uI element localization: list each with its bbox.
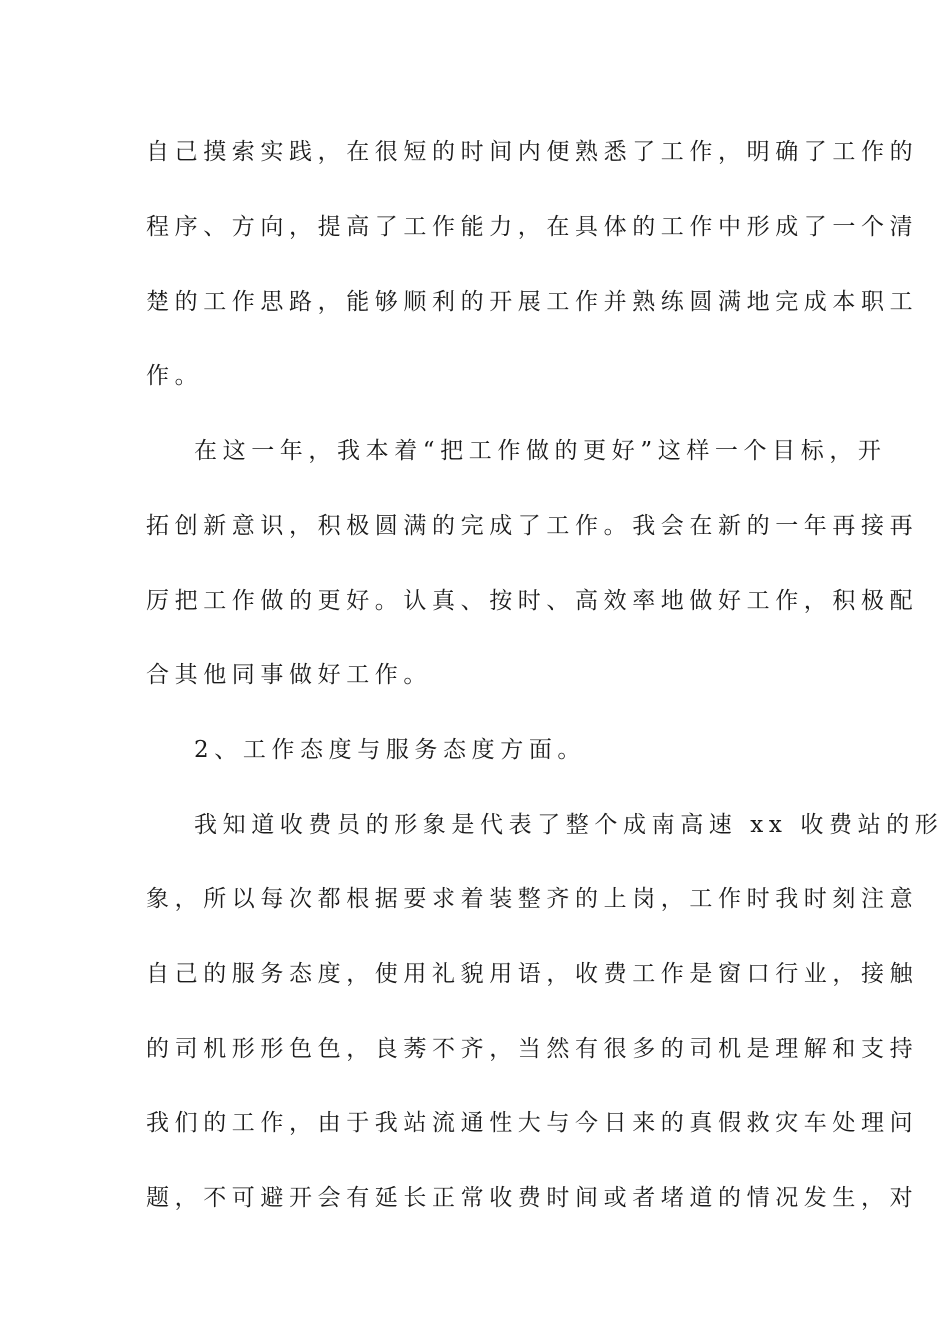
text-line: 拓创新意识，积极圆满的完成了工作。我会在新的一年再接再 xyxy=(146,513,919,539)
text-line: 自己的服务态度，使用礼貌用语，收费工作是窗口行业，接触 xyxy=(146,961,919,987)
text-line: 我们的工作，由于我站流通性大与今日来的真假救灾车处理问 xyxy=(146,1110,919,1136)
text-line: 厉把工作做的更好。认真、按时、高效率地做好工作，积极配 xyxy=(146,588,919,614)
section-heading: 2、工作态度与服务态度方面。 xyxy=(194,737,587,763)
text-line: 题，不可避开会有延长正常收费时间或者堵道的情况发生，对 xyxy=(146,1185,919,1211)
text-line: 象，所以每次都根据要求着装整齐的上岗，工作时我时刻注意 xyxy=(146,886,919,912)
text-line: 程序、方向，提高了工作能力，在具体的工作中形成了一个清 xyxy=(146,214,919,240)
text-line: 作。 xyxy=(146,363,204,389)
text-line: 自己摸索实践，在很短的时间内便熟悉了工作，明确了工作的 xyxy=(146,139,919,165)
text-line: 楚的工作思路，能够顺利的开展工作并熟练圆满地完成本职工 xyxy=(146,289,919,315)
paragraph-first-line: 我知道收费员的形象是代表了整个成南高速 xx 收费站的形 xyxy=(194,812,944,838)
paragraph-first-line: 在这一年，我本着“把工作做的更好”这样一个目标，开 xyxy=(194,438,887,464)
text-line: 合其他同事做好工作。 xyxy=(146,662,432,688)
text-line: 的司机形形色色，良莠不齐，当然有很多的司机是理解和支持 xyxy=(146,1036,919,1062)
